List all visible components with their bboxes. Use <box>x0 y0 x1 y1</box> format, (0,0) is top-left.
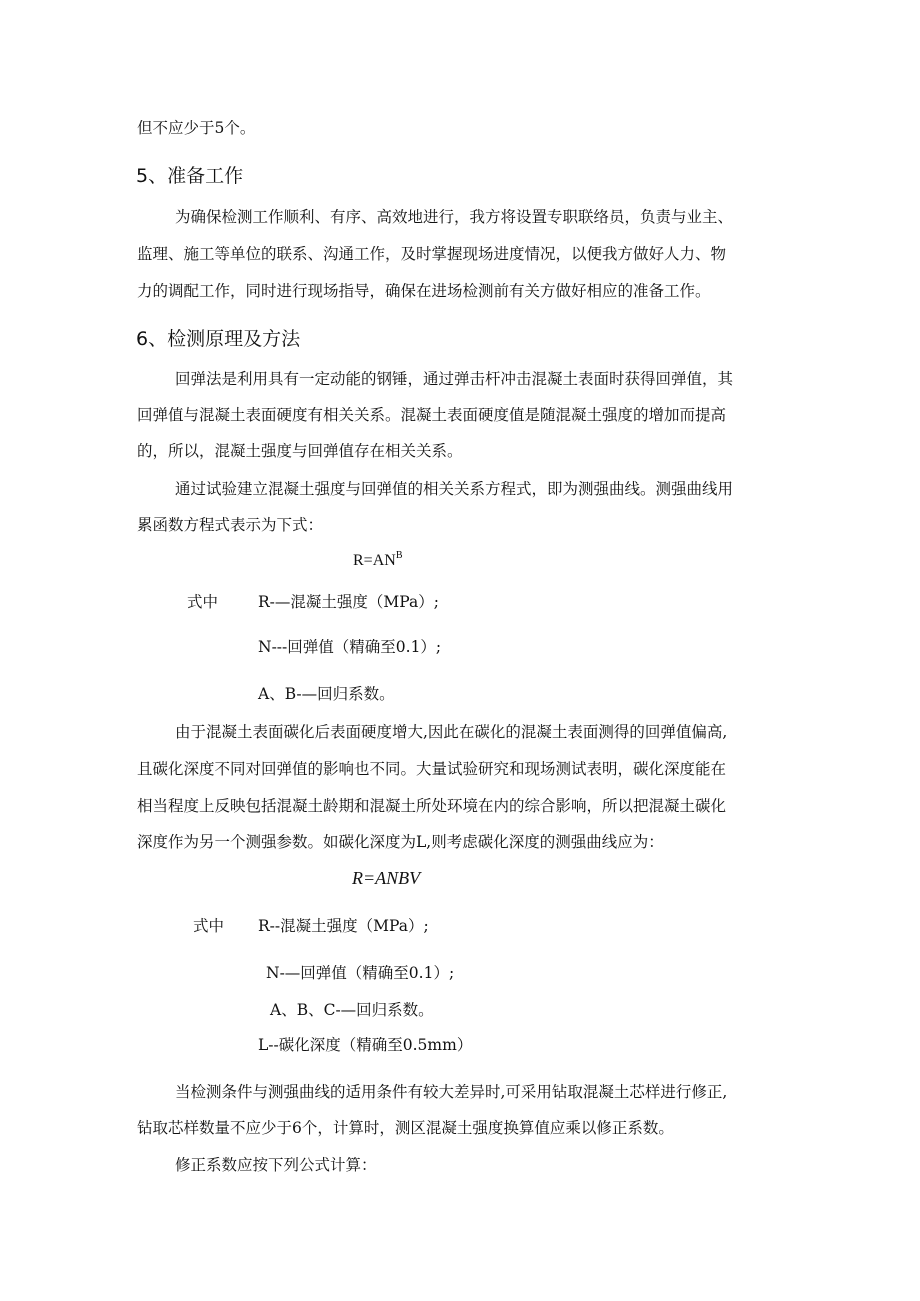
defs2-prefix: 式中 <box>193 917 225 935</box>
section-5-line-2: 监理、施工等单位的联系、沟通工作，及时掌握现场进度情况，以便我方做好人力、物 <box>137 245 727 263</box>
defs2-l: L--碳化深度（精确至0.5mm） <box>258 1036 473 1054</box>
para1-line-1: 回弹法是利用具有一定动能的钢锤，通过弹击杆冲击混凝土表面时获得回弹值，其 <box>175 370 734 388</box>
para3-line-4: 深度作为另一个测强参数。如碳化深度为L,则考虑碳化深度的测强曲线应为： <box>137 833 664 851</box>
defs2-n: N-—回弹值（精确至0.1）; <box>266 964 455 982</box>
para2-line-1: 通过试验建立混凝土强度与回弹值的相关关系方程式，即为测强曲线。测强曲线用 <box>175 480 734 498</box>
section-5-heading: 5、准备工作 <box>136 165 244 187</box>
defs1-r: R-—混凝土强度（MPa）; <box>258 593 439 611</box>
defs1-prefix: 式中 <box>187 593 219 611</box>
defs1-n: N---回弹值（精确至0.1）; <box>258 638 442 656</box>
section-5-line-3: 力的调配工作，同时进行现场指导，确保在进场检测前有关方做好相应的准备工作。 <box>137 282 711 300</box>
para3-line-3: 相当程度上反映包括混凝土龄期和混凝土所处环境在内的综合影响，所以把混凝土碳化 <box>137 797 727 815</box>
formula-1-base: R=AN <box>353 552 396 569</box>
formula-1 <box>353 550 402 570</box>
intro-tail-text: 但不应少于5个。 <box>137 119 256 137</box>
defs2-abc: A、B、C-—回归系数。 <box>270 1001 434 1019</box>
para3-line-2: 且碳化深度不同对回弹值的影响也不同。大量试验研究和现场测试表明，碳化深度能在 <box>137 760 727 778</box>
para1-line-3: 的，所以，混凝土强度与回弹值存在相关关系。 <box>137 442 463 460</box>
section-6-heading: 6、检测原理及方法 <box>136 328 301 350</box>
para4-line-1: 当检测条件与测强曲线的适用条件有较大差异时,可采用钻取混凝土芯样进行修正, <box>175 1083 728 1101</box>
para2-line-2: 累函数方程式表示为下式： <box>137 516 324 534</box>
section-5-line-1: 为确保检测工作顺利、有序、高效地进行，我方将设置专职联络员，负责与业主、 <box>175 208 734 226</box>
para5-line: 修正系数应按下列公式计算： <box>175 1156 377 1174</box>
para4-line-2: 钻取芯样数量不应少于6个，计算时，测区混凝土强度换算值应乘以修正系数。 <box>137 1119 674 1137</box>
defs2-r: R--混凝土强度（MPa）; <box>258 917 429 935</box>
para1-line-2: 回弹值与混凝土表面硬度有相关关系。混凝土表面硬度值是随混凝土强度的增加而提高 <box>137 406 727 424</box>
para3-line-1: 由于混凝土表面碳化后表面硬度增大,因此在碳化的混凝土表面测得的回弹值偏高, <box>175 723 728 741</box>
formula-1-exponent: B <box>395 550 403 561</box>
defs1-ab: A、B-—回归系数。 <box>258 685 395 703</box>
formula-2: R=ANBV <box>352 868 421 888</box>
